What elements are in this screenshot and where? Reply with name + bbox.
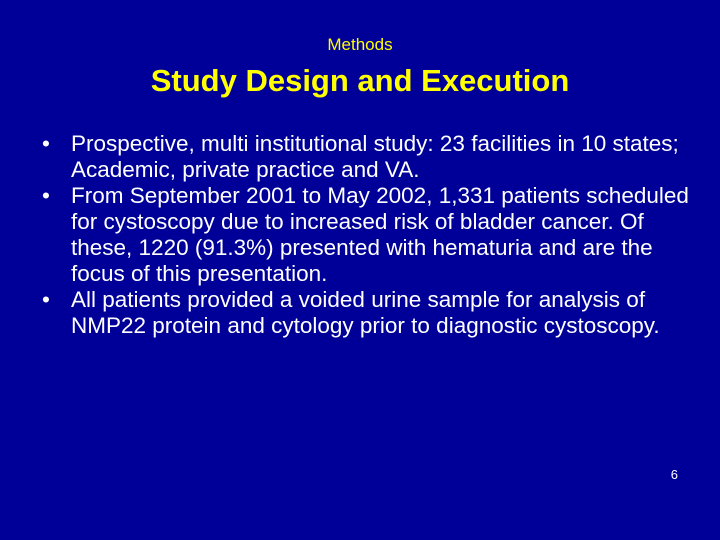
bullet-text: All patients provided a voided urine sample for analysis of NMP22 protein and cytology prior to diagnostic cystoscopy. bbox=[71, 287, 660, 338]
bullet-marker: • bbox=[42, 131, 50, 156]
bullet-item bbox=[42, 183, 692, 287]
bullet-item bbox=[42, 287, 692, 339]
bullet-text: Prospective, multi institutional study: 23 facilities in 10 states; Academic, private practice and VA. bbox=[71, 131, 679, 182]
bullet-text: From September 2001 to May 2002, 1,331 patients scheduled for cystoscopy due to increased risk of bladder cancer. Of these, 1220 (91.3%) presented with hematuria and are the focus of this presentation. bbox=[71, 183, 689, 286]
slide-subtitle: Methods bbox=[327, 35, 393, 54]
bullet-item bbox=[42, 131, 692, 183]
page-number: 6 bbox=[670, 467, 678, 482]
slide-title: Study Design and Execution bbox=[150, 63, 570, 98]
bullet-list bbox=[42, 131, 692, 339]
bullet-marker: • bbox=[42, 183, 50, 208]
bullet-marker: • bbox=[42, 287, 50, 312]
